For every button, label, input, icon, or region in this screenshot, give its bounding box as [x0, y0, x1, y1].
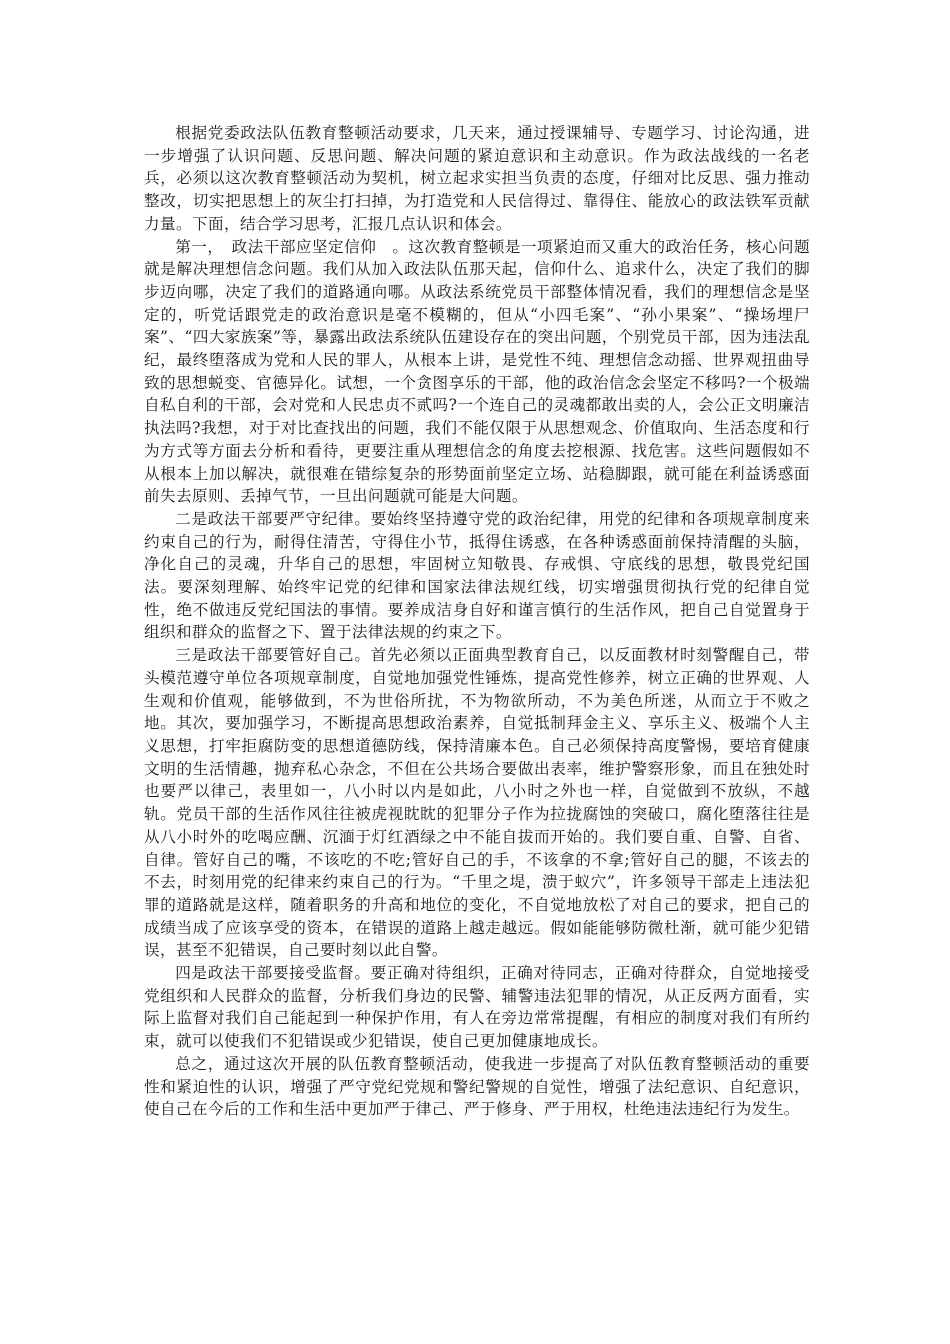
paragraph-intro: 根据党委政法队伍教育整顿活动要求，几天来，通过授课辅导、专题学习、讨论沟通，进一步增强了认识问题、反思问题、解决问题的紧迫意识和主动意识。作为政法战线的一名老兵，必须以这次教育整顿活动为契机，树立起求实担当负责的态度，仔细对比反思、强力推动整改，切实把思想上的灰尘打扫掉，为打造党和人民信得过、靠得住、能放心的政法铁军贡献力量。下面，结合学习思考，汇报几点认识和体会。 [144, 124, 810, 233]
paragraph-accept-supervision: 四是政法干部要接受监督。要正确对待组织，正确对待同志，正确对待群众，自觉地接受党组织和人民群众的监督，分析我们身边的民警、辅警违法犯罪的情况，从正反两方面看，实际上监督对我们自己能起到一种保护作用，有人在旁边常常提醒，有相应的制度对我们有所约束，就可以使我们不犯错误或少犯错误，使自己更加健康地成长。 [144, 964, 810, 1051]
paragraph-conclusion: 总之，通过这次开展的队伍教育整顿活动，使我进一步提高了对队伍教育整顿活动的重要性和紧迫性的认识，增强了严守党纪党规和警纪警规的自觉性，增强了法纪意识、自纪意识，使自己在今后的工作和生活中更加严于律己、严于修身、严于用权，杜绝违法违纪行为发生。 [144, 1054, 810, 1119]
paragraph-firm-belief: 第一， 政法干部应坚定信仰 。这次教育整顿是一项紧迫而又重大的政治任务，核心问题就是解决理想信念问题。我们从加入政法队伍那天起，信仰什么、追求什么，决定了我们的脚步迈向哪，决定了我们的道路通向哪。从政法系统党员干部整体情况看，我们的理想信念是坚定的，听党话跟党走的政治意识是毫不模糊的，但从“小四毛案”、“孙小果案”、“操场埋尸案”、“四大家族案”等，暴露出政法系统队伍建设存在的突出问题，个别党员干部，因为违法乱纪，最终堕落成为党和人民的罪人，从根本上讲，是党性不纯、理想信念动摇、世界观扭曲导致的思想蜕变、官德异化。试想，一个贪图享乐的干部，他的政治信念会坚定不移吗?一个极端自私自利的干部，会对党和人民忠贞不贰吗?一个连自己的灵魂都敢出卖的人，会公正文明廉洁执法吗?我想，对于对比查找出的问题，我们不能仅限于从思想观念、价值取向、生活态度和行为方式等方面去分析和看待，更要注重从理想信念的角度去挖根源、找危害。这些问题假如不从根本上加以解决，就很难在错综复杂的形势面前坚定立场、站稳脚跟，就可能在利益诱惑面前失去原则、丢掉气节，一旦出问题就可能是大问题。 [144, 237, 810, 506]
paragraph-strict-discipline: 二是政法干部要严守纪律。要始终坚持遵守党的政治纪律，用党的纪律和各项规章制度来约束自己的行为，耐得住清苦，守得住小节，抵得住诱惑，在各种诱惑面前保持清醒的头脑，净化自己的灵魂，升华自己的思想，牢固树立知敬畏、存戒惧、守底线的思想，敬畏党纪国法。要深刻理解、始终牢记党的纪律和国家法律法规红线，切实增强贯彻执行党的纪律自觉性，绝不做违反党纪国法的事情。要养成洁身自好和谨言慎行的生活作风，把自己自觉置身于组织和群众的监督之下、置于法律法规的约束之下。 [144, 509, 810, 642]
document-body [144, 122, 810, 1121]
paragraph-self-management: 三是政法干部要管好自己。首先必须以正面典型教育自己，以反面教材时刻警醒自己，带头模范遵守单位各项规章制度，自觉地加强党性锤炼，提高党性修养，树立正确的世界观、人生观和价值观，能够做到，不为世俗所扰，不为物欲所动，不为美色所迷，从而立于不败之地。其次，要加强学习，不断提高思想政治素养，自觉抵制拜金主义、享乐主义、极端个人主义思想，打牢拒腐防变的思想道德防线，保持清廉本色。自己必须保持高度警惕，要培育健康文明的生活情趣，抛弃私心杂念，不但在公共场合要做出表率，维护警察形象，而且在独处时也要严以律己，表里如一，八小时以内是如此，八小时之外也一样，自觉做到不放纵，不越轨。党员干部的生活作风往往被虎视眈眈的犯罪分子作为拉拢腐蚀的突破口，腐化堕落往往是从八小时外的吃喝应酬、沉湎于灯红酒绿之中不能自拔而开始的。我们要自重、自警、自省、自律。管好自己的嘴，不该吃的不吃;管好自己的手，不该拿的不拿;管好自己的腿，不该去的不去，时刻用党的纪律来约束自己的行为。“千里之堤，溃于蚁穴”，许多领导干部走上违法犯罪的道路就是这样，随着职务的升高和地位的变化，不自觉地放松了对自己的要求，把自己的成绩当成了应该享受的资本，在错误的道路上越走越远。假如能能够防微杜渐，就可能少犯错误，甚至不犯错误，自己要时刻以此自警。 [144, 646, 810, 960]
